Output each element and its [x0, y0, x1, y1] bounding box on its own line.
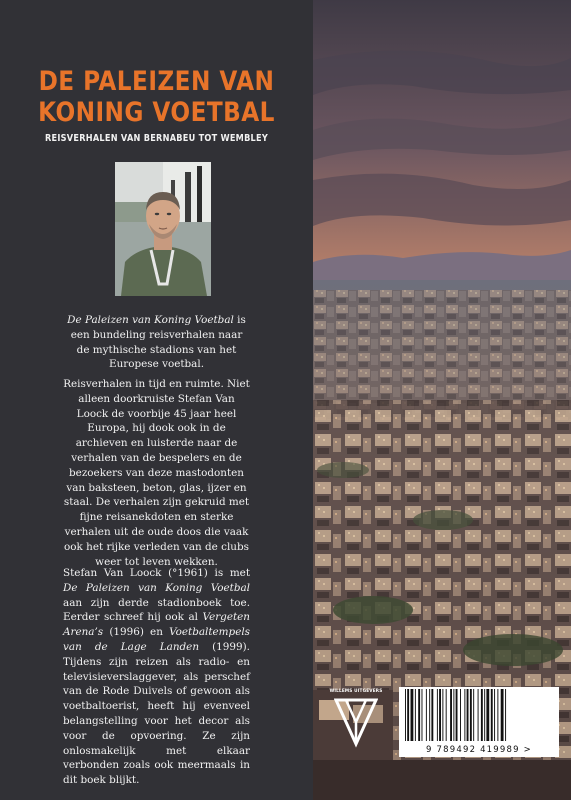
barcode-bars [399, 687, 559, 745]
author-photo [115, 162, 211, 296]
book-subtitle: REISVERHALEN VAN BERNABEU TOT WEMBLEY [44, 133, 269, 144]
city-sunset-photo [313, 0, 571, 800]
blurb-intro [63, 313, 250, 372]
bio-book-title: De Paleizen van Koning Voetbal [63, 581, 250, 594]
isbn-quiet-zone-mark: > [523, 745, 532, 755]
bio-text-g: (1999). Tijdens zijn reizen als radio- en televisieverslaggever, als perschef van de Rode Duivels of gewoon als voetbaltoerist, heeft hij evenveel belangstelling voor het decor als voor de opvoering. Ze zijn onlosmakelijk met elkaar verbonden zoals ook meermaals in dit boek blijkt. [63, 640, 250, 787]
isbn-number [399, 745, 559, 755]
title-line-2: KONING VOETBAL [38, 97, 275, 128]
bio-text-a: Stefan Van Loock (°1961) is met [63, 567, 250, 579]
city-skyline-image [313, 0, 571, 800]
bio-book-voetbaltempels: Voetbaltempels van de Lage Landen [63, 626, 250, 653]
blurb-intro-title: De Paleizen van Koning Voetbal [67, 314, 234, 326]
bio-text-e: (1996) en [103, 626, 170, 639]
blurb-author-bio [63, 566, 250, 788]
isbn-digits: 9 789492 419989 [426, 745, 520, 755]
title-line-1: DE PALEIZEN VAN [38, 66, 275, 97]
book-title [22, 66, 291, 128]
author-portrait-image [115, 162, 211, 296]
publisher-name: WILLEMS UITGEVERS [329, 688, 383, 693]
blurb-body: Reisverhalen in tijd en ruimte. Niet alleen doorkruiste Stefan Van Loock de voorbije 45 jaar heel Europa, hij dook ook in de archieven en luisterde naar de verhalen van de bespelers en de bezoekers van deze mastodonten van baksteen, beton, glas, ijzer en staal. De verhalen zijn gekruid met fijne reisanekdoten en sterke verhalen uit de oude doos die vaak ook het rijke verleden van de clubs weer tot leven wekken. [63, 378, 250, 568]
blurb-intro-text: is een bundeling reisverhalen naar de mythische stadions van het Europese voetbal. [70, 314, 246, 371]
bio-text-c: aan zijn derde stadionboek toe. Eerder schreef hij ook al [63, 596, 250, 624]
triangle-logo-icon [334, 698, 378, 748]
isbn-barcode [399, 687, 559, 757]
bio-book-vergeten-arenas: Vergeten Arena’s [63, 611, 250, 639]
publisher-logo [328, 688, 384, 754]
